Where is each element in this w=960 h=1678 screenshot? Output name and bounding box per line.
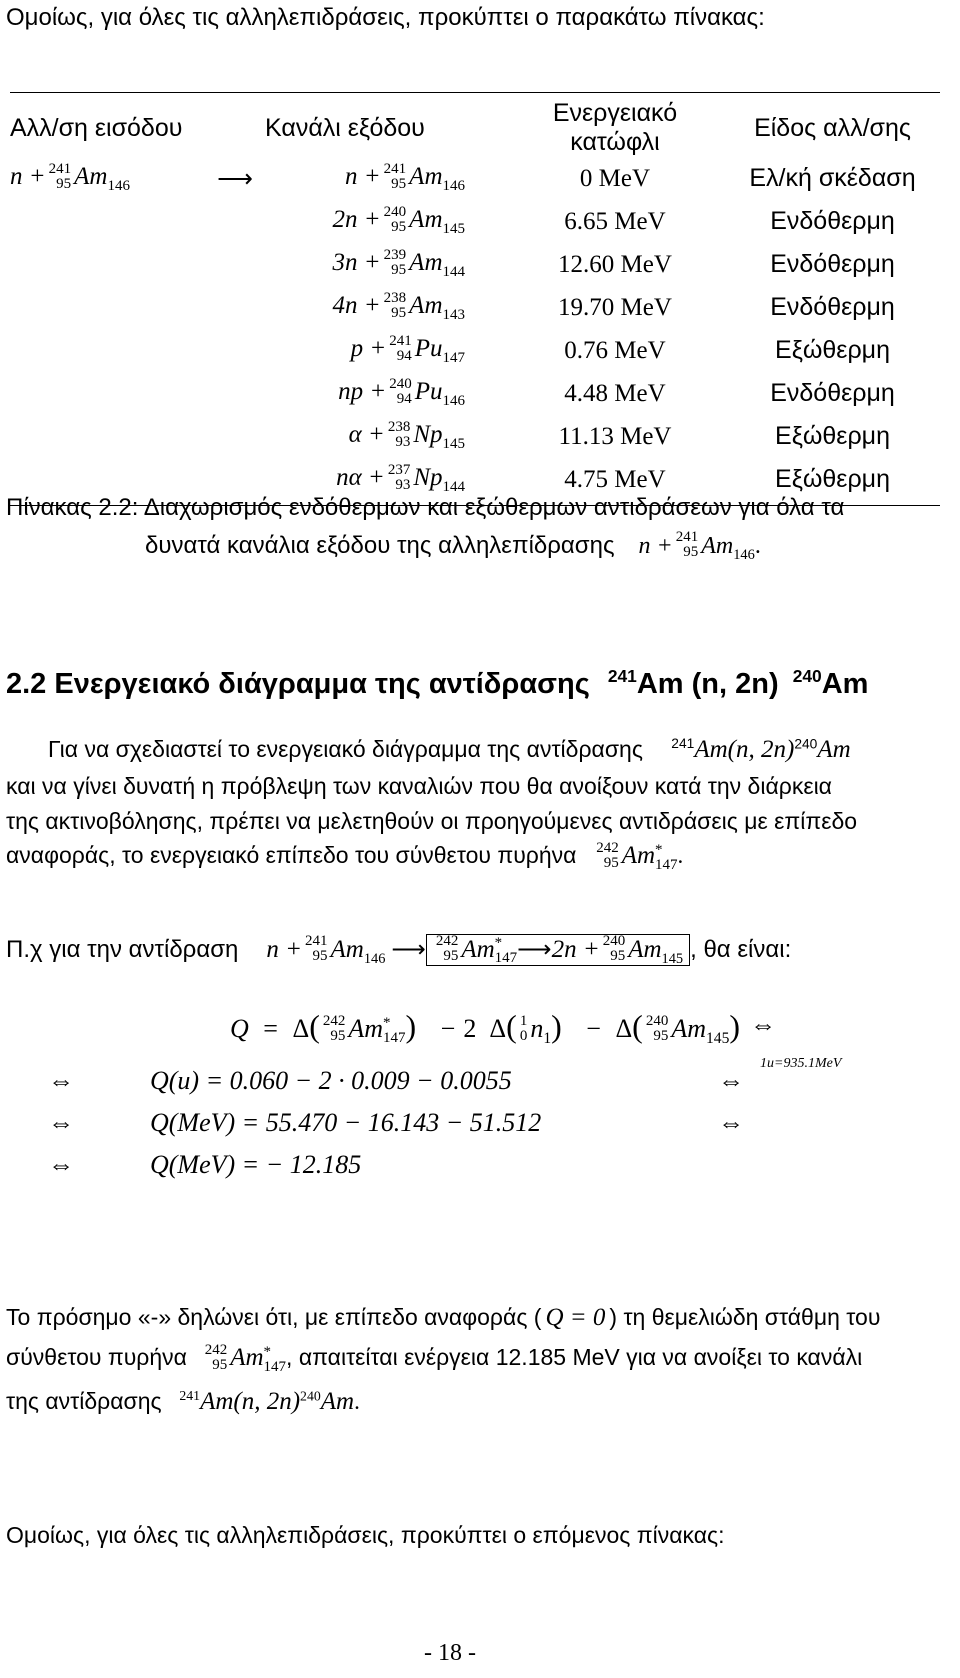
- reaction-type-cell: Ενδόθερμη: [770, 207, 895, 235]
- example-line: Π.χ για την αντίδραση n + 241 95 $Am_{146}$ ⟶ 242 95 Am * 147 ⟶2n + 240 95 $Am_{145}$ , θα είναι:: [6, 933, 792, 967]
- output-channel-cell: α + 238 93 $Np_{145}$: [348, 418, 465, 453]
- table-row: [10, 329, 940, 372]
- reaction-type-cell: Εξώθερμη: [725, 458, 940, 506]
- output-channel-cell: n + 241 95 $Am_{146}$: [345, 160, 465, 195]
- threshold-cell: 6.65 MeV: [564, 207, 666, 235]
- reaction-arrow-icon: ⟶: [391, 937, 426, 963]
- reaction-type-cell: Ενδόθερμη: [770, 250, 895, 278]
- section-heading: 2.2 Ενεργειακό διάγραμμα της αντίδρασης $^{241}$Am (n, 2n) $^{240}$Am: [6, 666, 869, 700]
- para1-line4: αναφοράς, το ενεργειακό επίπεδο του σύνθετου πυρήνα 242 95 Am * 147 .: [6, 839, 684, 873]
- reaction-type-cell: Ελ/κή σκέδαση: [749, 164, 916, 192]
- header-input-channel: Αλλ/ση εισόδου: [10, 113, 183, 142]
- threshold-cell: 19.70 MeV: [558, 293, 672, 321]
- equivalence-icon: ⇔: [718, 1066, 744, 1095]
- table-row: [10, 157, 940, 200]
- reaction-type-cell: Ενδόθερμη: [770, 293, 895, 321]
- para2-line3: της αντίδρασης $^{241}$Am(n, 2n)$^{240}$Am.: [6, 1388, 360, 1415]
- table-caption-line1: Πίνακας 2.2: Διαχωρισμός ενδόθερμων και εξώθερμων αντιδράσεων για όλα τα: [6, 494, 845, 521]
- table-row: [10, 372, 940, 415]
- header-output-channel: Κανάλι εξόδου: [265, 113, 425, 142]
- reactions-table: [10, 92, 940, 506]
- reaction-type-cell: Ενδόθερμη: [770, 379, 895, 407]
- header-reaction-type: Είδος αλλ/σης: [754, 113, 911, 142]
- q-equation-line1: Q = Δ( 242 95 Am * 147 ) − 2 Δ( 1 0 $n_1) - \Delta$( 240 95 $Am_{145}$): [230, 1008, 741, 1048]
- table-row: [10, 415, 940, 458]
- input-channel-cell: [10, 243, 205, 286]
- equivalence-icon: ⇔: [48, 1066, 74, 1095]
- output-channel-cell: 2n + 240 95 $Am_{145}$: [332, 203, 465, 238]
- table-row: [10, 243, 940, 286]
- q-equation-line2: Q(u) = 0.060 − 2 · 0.009 − 0.0055: [150, 1066, 512, 1095]
- output-channel-cell: nα + 237 93 $Np_{144}$: [265, 458, 505, 506]
- equivalence-icon: ⇔: [48, 1150, 74, 1179]
- reaction-type-cell: Εξώθερμη: [775, 422, 890, 450]
- table-row: [10, 200, 940, 243]
- output-channel-cell: p + 241 94 $Pu_{147}$: [350, 332, 465, 367]
- equivalence-icon: ⇔: [718, 1108, 744, 1137]
- equivalence-icon: ⇔: [750, 1010, 776, 1039]
- input-channel-cell: [10, 415, 205, 458]
- compound-nucleus-box: 242 95 Am * 147 ⟶2n + 240 95 $Am_{145}$: [426, 934, 690, 966]
- para2-line1: Το πρόσημο «-» δηλώνει ότι, με επίπεδο αναφοράς ( Q = 0 ) τη θεμελιώδη στάθμη του: [6, 1304, 881, 1331]
- q-equation-line3: Q(MeV) = 55.470 − 16.143 − 51.512: [150, 1108, 542, 1137]
- table-caption-line2: δυνατά κανάλια εξόδου της αλληλεπίδρασης n + 241 95 $Am_{146}$.: [145, 529, 761, 563]
- para1-line2: και να γίνει δυνατή η πρόβλεψη των καναλιών που θα ανοίξουν κατά την διάρκεια: [6, 773, 832, 799]
- input-channel-cell: [10, 200, 205, 243]
- table-row: [10, 286, 940, 329]
- intro-text: Ομοίως, για όλες τις αλληλεπιδράσεις, προκύπτει ο παρακάτω πίνακας:: [6, 4, 765, 31]
- decay-arrow-icon: ⟶: [517, 937, 552, 963]
- header-threshold: Ενεργειακό κατώφλι: [552, 99, 678, 156]
- input-channel-cell: n + 241 95 $Am_{146}$: [10, 160, 130, 195]
- threshold-cell: 0 MeV: [579, 164, 651, 192]
- threshold-cell: 4.75 MeV: [505, 458, 725, 506]
- outro-text: Ομοίως, για όλες τις αλληλεπιδράσεις, προκύπτει ο επόμενος πίνακας:: [6, 1522, 725, 1548]
- threshold-cell: 4.48 MeV: [564, 379, 666, 407]
- para1-line3: της ακτινοβόλησης, πρέπει να μελετηθούν οι προηγούμενες αντιδράσεις με επίπεδο: [6, 808, 858, 834]
- output-channel-cell: np + 240 94 $Pu_{146}$: [338, 375, 465, 410]
- para2-line2: σύνθετου πυρήνα 242 95 Am * 147 , απαιτείται ενέργεια 12.185 MeV για να ανοίξει το κανάλι: [6, 1341, 863, 1375]
- input-channel-cell: [10, 372, 205, 415]
- input-channel-cell: [10, 329, 205, 372]
- unit-conversion-note: 1u=935.1MeV: [760, 1056, 842, 1071]
- threshold-cell: 11.13 MeV: [558, 422, 672, 450]
- page-number: - 18 -: [424, 1640, 476, 1666]
- para1-line1: Για να σχεδιαστεί το ενεργειακό διάγραμμα της αντίδρασης $^{241}$Am(n, 2n)$^{240}$Am: [48, 736, 851, 763]
- input-channel-cell: [10, 286, 205, 329]
- table-header-row: [10, 93, 940, 158]
- equivalence-icon: ⇔: [48, 1108, 74, 1137]
- table-body: [10, 157, 940, 506]
- threshold-cell: 12.60 MeV: [558, 250, 672, 278]
- q-equation-line4: Q(MeV) = − 12.185: [150, 1150, 362, 1179]
- reaction-arrow-icon: ⟶: [217, 165, 253, 193]
- output-channel-cell: 4n + 238 95 $Am_{143}$: [332, 289, 465, 324]
- output-channel-cell: 3n + 239 95 $Am_{144}$: [332, 246, 465, 281]
- reaction-type-cell: Εξώθερμη: [775, 336, 890, 364]
- threshold-cell: 0.76 MeV: [564, 336, 666, 364]
